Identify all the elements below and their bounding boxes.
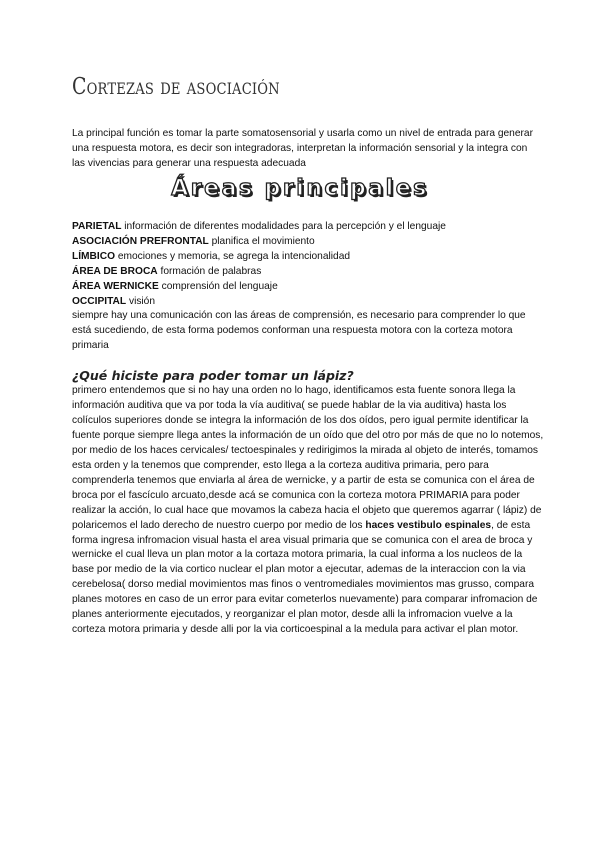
area-term: LÍMBICO bbox=[72, 250, 116, 262]
intro-paragraph: La principal función es tomar la parte somatosensorial y usarla como un nivel de entrada para generar una respuesta motora, es decir son integradoras, interpretan la información sensorial y la integra con las vivencias para generar una respuesta adecuada bbox=[72, 128, 533, 169]
area-item-parietal bbox=[72, 220, 544, 235]
page-title: Cortezas de asociación bbox=[72, 74, 280, 100]
areas-paragraph: siempre hay una comunicación con las áreas de comprensión, es necesario para comprender lo que está sucediendo, de esta forma podemos conforman una respuesta motora con la corteza motora primaria bbox=[72, 310, 526, 352]
question-heading: ¿Qué hiciste para poder tomar un lápiz? bbox=[72, 368, 354, 383]
area-term: ÁREA WERNICKE bbox=[72, 280, 159, 292]
answer-bold-term: haces vestibulo espinales bbox=[365, 519, 492, 531]
area-term: ÁREA DE BROCA bbox=[72, 265, 158, 277]
answer-text-part1: primero entendemos que si no hay una orden no lo hago, identificamos esta fuente sonora llega la información auditiva que va por toda la vía auditiva( se puede hablar de la via auditiva) hasta los colículos superiores donde se integra la información de los dos oídos, pero igual permite identificar la fuente porque siempre llega antes la información de un oído que del otro por más de que no lo notemos, por medio de los haces cervicales/ tectoespinales y redirigimos la mirada al objeto de interés, tomamos esta orden y la tenemos que comprender, esto llega a la corteza auditiva primaria, pero para comprenderla tenemos que enviarla al área de wernicke, y a partir de esta se comunica con el área de broca por el fascículo arcuato,desde acá se comunica con la corteza motora PRIMARIA para poder realizar la acción, lo cual hace que movamos la cabeza hacia el objeto que queremos agarrar ( lápiz) de polaricemos el lado derecho de nuestro cuerpo por medio de los bbox=[72, 385, 544, 531]
area-item-prefrontal bbox=[72, 235, 544, 250]
area-desc: planifica el movimiento bbox=[208, 235, 315, 247]
area-desc: formación de palabras bbox=[157, 265, 262, 277]
area-item-wernicke bbox=[72, 280, 544, 295]
areas-list bbox=[72, 220, 544, 354]
answer-text-part2: , de esta forma ingresa infromacion visual hasta el area visual primaria que se comunica con el area de broca y wernicke el cual lleva un plan motor a la cortaza motora primaria, la cual informa a los nucleos de la base por medio de la via cortico nuclear el plan motor a ejecutar, ademas de la interaccion con la via cerebelosa( dorso medial movimientos mas finos o ventromediales movimientos mas grusso, compara planes motores en caso de un error para evitar cometerlos nuevamente) para comparar infromacion de planes anteriormente ejecutados, y reorganizar el plan motor, desde alli la infromacion vuelve a la corteza motora primaria y desde alli por la via corticoespinal a la medula para activar el plan motor. bbox=[72, 519, 538, 636]
answer-paragraph bbox=[72, 384, 546, 638]
area-item-limbico bbox=[72, 250, 544, 265]
area-desc: comprensión del lenguaje bbox=[158, 280, 278, 292]
area-item-broca bbox=[72, 265, 544, 280]
areas-heading: Áreas principales bbox=[171, 176, 429, 201]
area-term: ASOCIACIÓN PREFRONTAL bbox=[72, 235, 209, 247]
area-term: PARIETAL bbox=[72, 221, 122, 232]
area-item-occipital bbox=[72, 295, 544, 310]
area-desc: emociones y memoria, se agrega la intencionalidad bbox=[115, 250, 351, 262]
area-desc: visión bbox=[126, 295, 156, 307]
area-desc: información de diferentes modalidades para la percepción y el lenguaje bbox=[121, 221, 446, 232]
area-term: OCCIPITAL bbox=[72, 295, 127, 307]
